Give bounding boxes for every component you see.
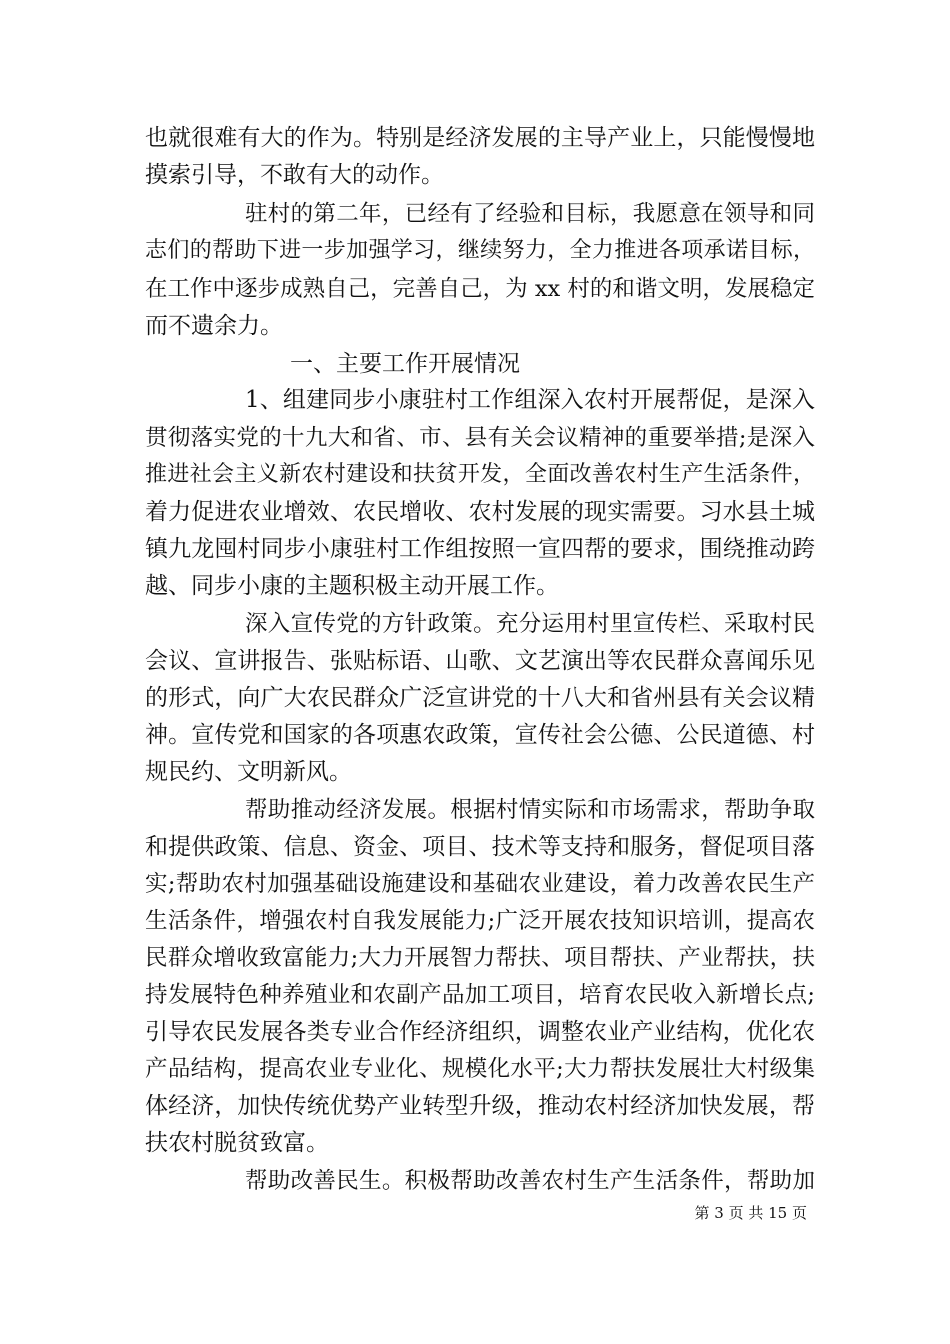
text-line: 也就很难有大的作为。特别是经济发展的主导产业上，只能慢慢地: [145, 125, 815, 151]
text-line: 持发展特色种养殖业和农副产品加工项目，培育农民收入新增长点;: [145, 982, 815, 1008]
page-number-footer: 第 3 页 共 15 页: [694, 1204, 807, 1222]
text-line: 志们的帮助下进一步加强学习，继续努力，全力推进各项承诺目标，: [145, 238, 815, 263]
text-line: 民群众增收致富能力;大力开展智力帮扶、项目帮扶、产业帮扶，扶: [145, 945, 815, 971]
text-line: 会议、宣讲报告、张贴标语、山歌、文艺演出等农民群众喜闻乐见: [145, 648, 815, 674]
paragraph-first-line: 1、组建同步小康驻村工作组深入农村开展帮促，是深入: [245, 387, 815, 413]
text-line: 的形式，向广大农民群众广泛宣讲党的十八大和省州县有关会议精: [145, 685, 815, 711]
paragraph-first-line: 驻村的第二年，已经有了经验和目标，我愿意在领导和同: [245, 201, 815, 227]
text-line: 镇九龙囤村同步小康驻村工作组按照一宣四帮的要求，围绕推动跨: [145, 536, 815, 562]
text-line: 产品结构，提高农业专业化、规模化水平;大力帮扶发展壮大村级集: [145, 1056, 815, 1082]
section-heading: 一、主要工作开展情况: [290, 351, 520, 377]
text-line: 体经济，加快传统优势产业转型升级，推动农村经济加快发展，帮: [145, 1093, 815, 1119]
text-line: 摸索引导，不敢有大的动作。: [145, 162, 444, 188]
text-line: 规民约、文明新风。: [145, 759, 352, 785]
paragraph-first-line: 帮助改善民生。积极帮助改善农村生产生活条件，帮助加: [245, 1168, 815, 1194]
text-line: 越、同步小康的主题积极主动开展工作。: [145, 573, 559, 599]
text-line: 在工作中逐步成熟自己，完善自己，为 xx 村的和谐文明，发展稳定: [145, 276, 815, 302]
text-line: 和提供政策、信息、资金、项目、技术等支持和服务，督促项目落: [145, 834, 815, 860]
text-line: 而不遗余力。: [145, 313, 283, 339]
text-line: 着力促进农业增效、农民增收、农村发展的现实需要。习水县土城: [145, 499, 815, 525]
paragraph-first-line: 深入宣传党的方针政策。充分运用村里宣传栏、采取村民: [245, 611, 815, 637]
text-line: 推进社会主义新农村建设和扶贫开发，全面改善农村生产生活条件，: [145, 462, 815, 487]
paragraph-first-line: 帮助推动经济发展。根据村情实际和市场需求，帮助争取: [245, 797, 815, 823]
text-line: 生活条件，增强农村自我发展能力;广泛开展农技知识培训，提高农: [145, 908, 815, 934]
text-line: 扶农村脱贫致富。: [145, 1130, 329, 1156]
text-line: 引导农民发展各类专业合作经济组织，调整农业产业结构，优化农: [145, 1019, 815, 1045]
text-line: 实;帮助农村加强基础设施建设和基础农业建设，着力改善农民生产: [145, 871, 815, 897]
text-line: 神。宣传党和国家的各项惠农政策，宣传社会公德、公民道德、村: [145, 722, 815, 748]
text-line: 贯彻落实党的十九大和省、市、县有关会议精神的重要举措;是深入: [145, 425, 815, 451]
